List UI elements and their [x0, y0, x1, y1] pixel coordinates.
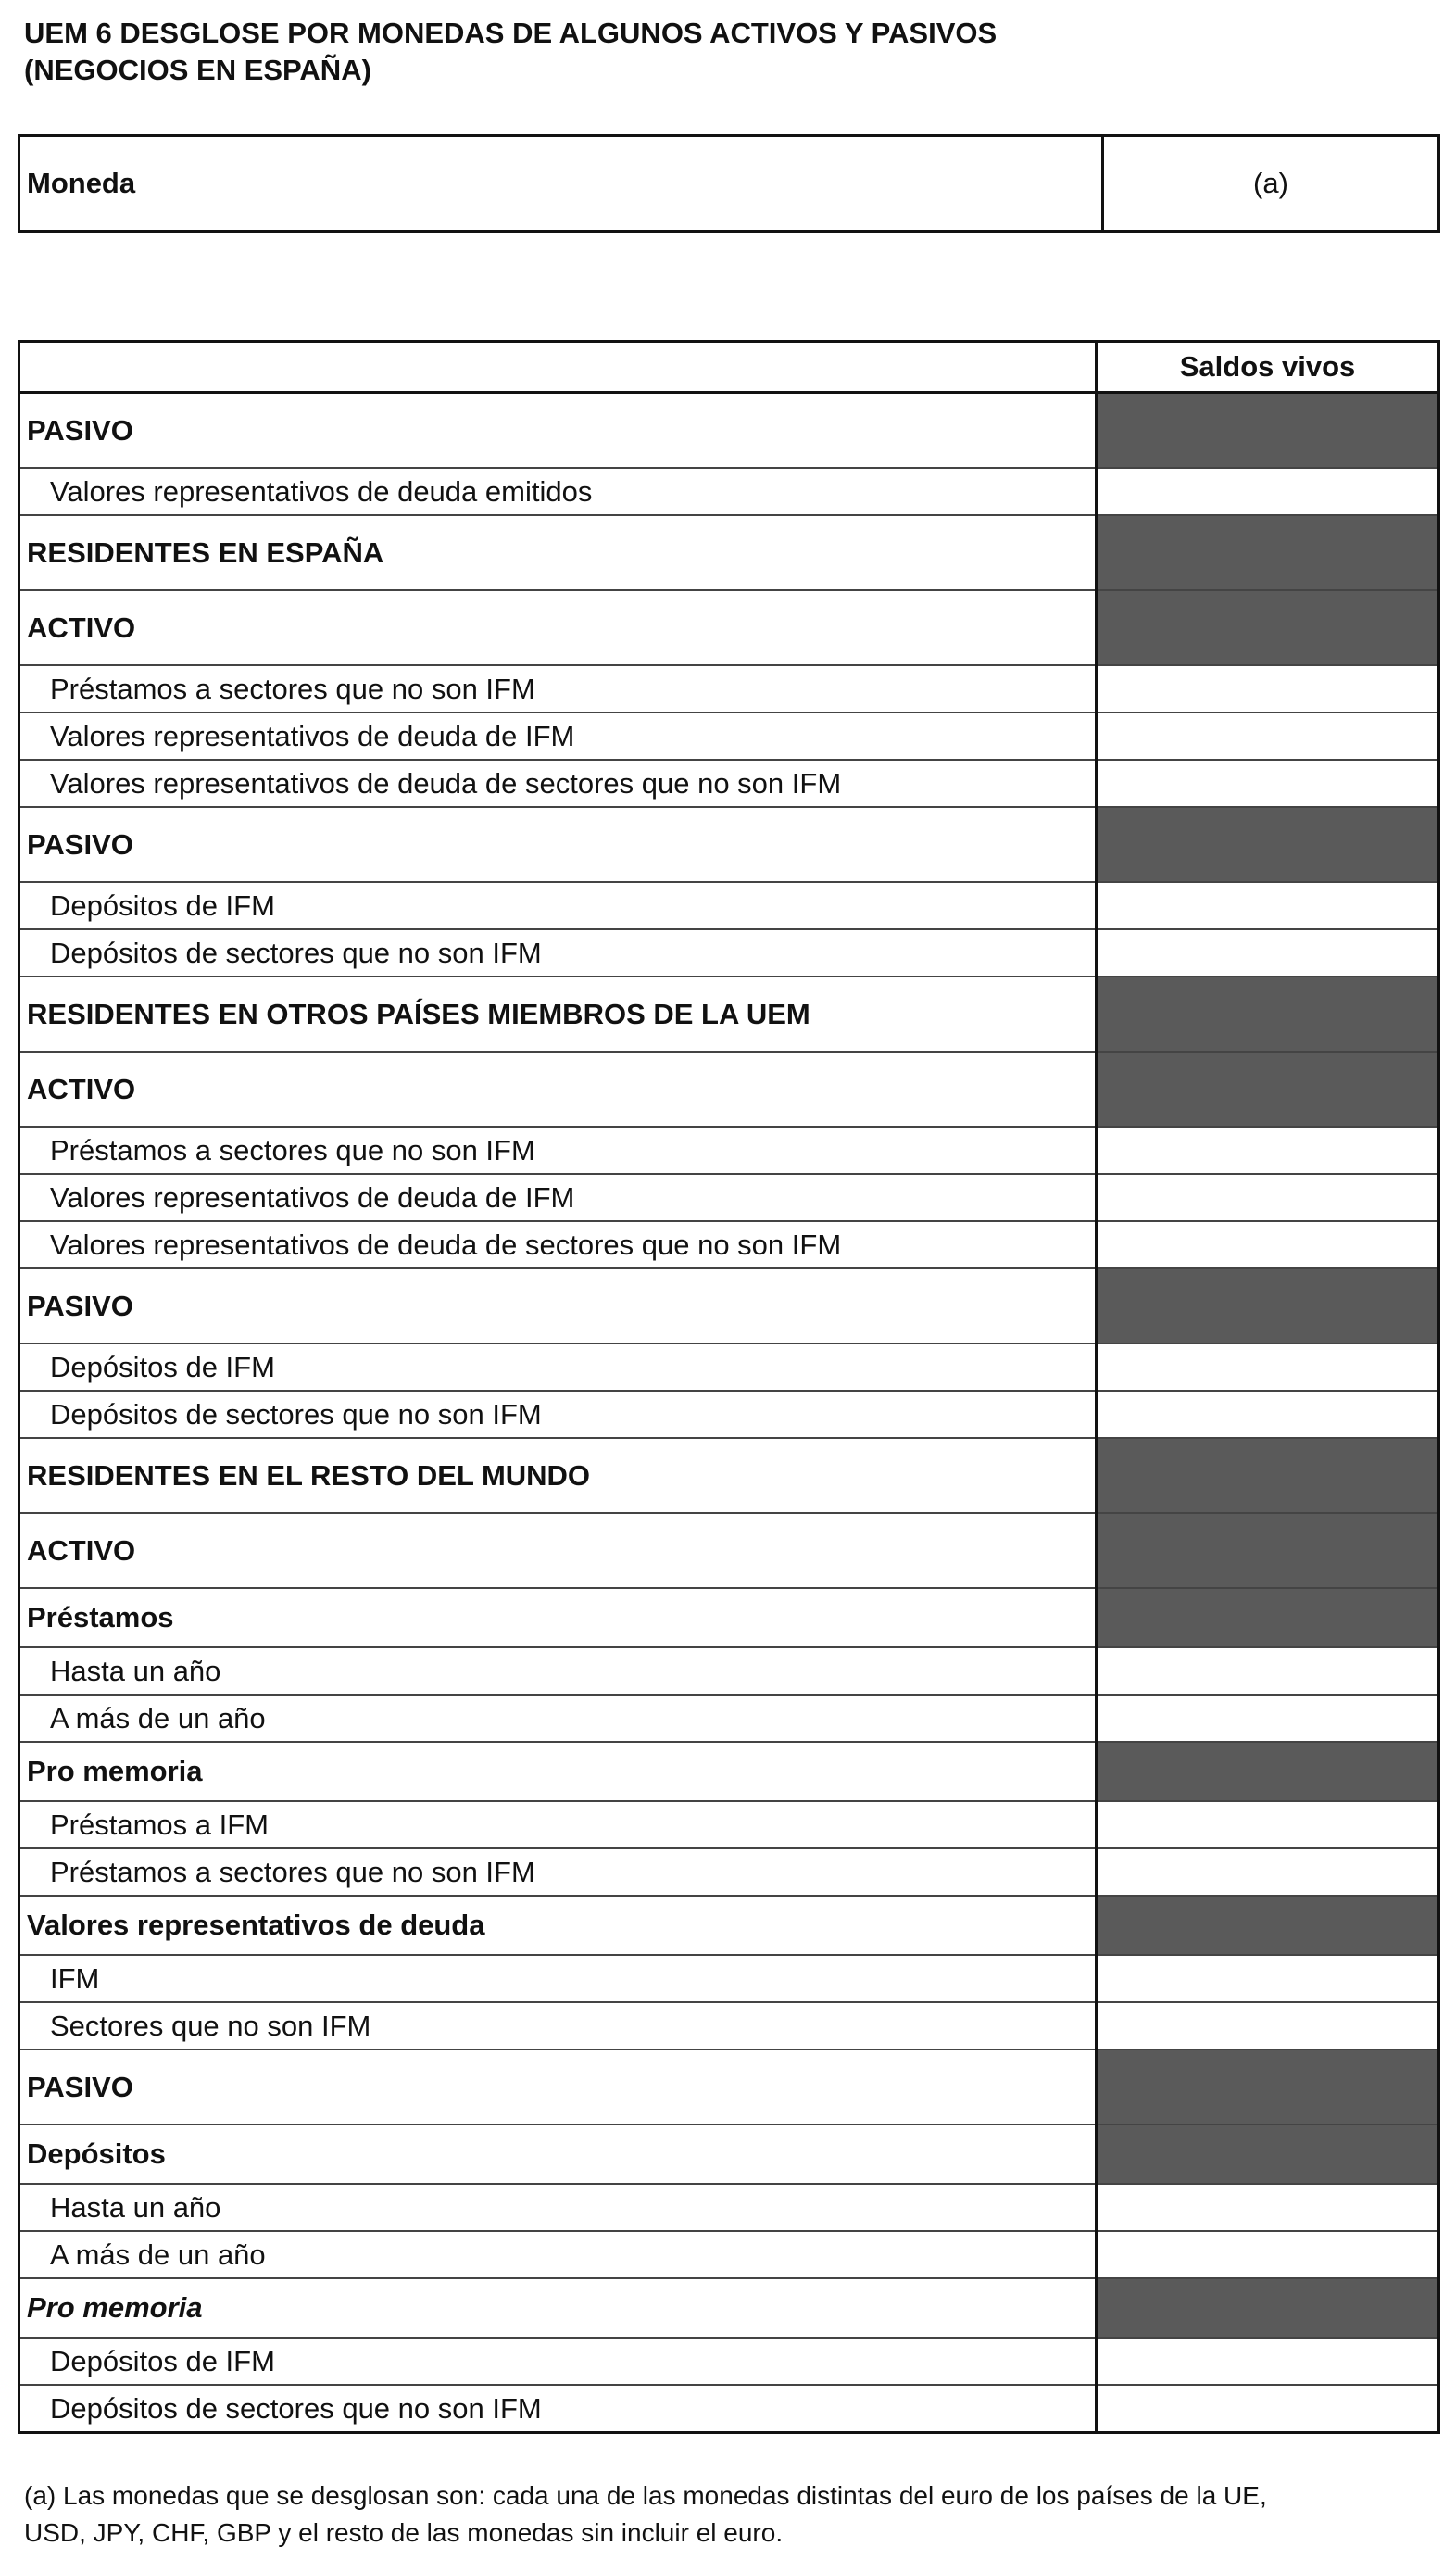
row-label: Depósitos de sectores que no son IFM [19, 2385, 1097, 2433]
row-value-shaded [1097, 515, 1439, 590]
row-label: Valores representativos de deuda de sectores que no son IFM [19, 760, 1097, 807]
table-row [19, 1647, 1439, 1695]
footnote [24, 2477, 1432, 2552]
table-row [19, 1268, 1439, 1343]
row-label: Depósitos de IFM [19, 882, 1097, 929]
row-value-cell[interactable] [1097, 1955, 1439, 2002]
row-label: RESIDENTES EN ESPAÑA [19, 515, 1097, 590]
table-header [19, 342, 1439, 393]
row-label: PASIVO [19, 807, 1097, 882]
row-label: ACTIVO [19, 1052, 1097, 1127]
row-value-cell[interactable] [1097, 1221, 1439, 1268]
row-value-shaded [1097, 2278, 1439, 2338]
table-row [19, 1955, 1439, 2002]
table-row [19, 1848, 1439, 1896]
row-label: Valores representativos de deuda de IFM [19, 1174, 1097, 1221]
row-value-cell[interactable] [1097, 712, 1439, 760]
title-line-2: (NEGOCIOS EN ESPAÑA) [24, 54, 371, 86]
row-label: Préstamos a sectores que no son IFM [19, 1127, 1097, 1174]
header-saldos-vivos: Saldos vivos [1097, 342, 1439, 393]
table-row [19, 712, 1439, 760]
row-label: RESIDENTES EN OTROS PAÍSES MIEMBROS DE LA UEM [19, 977, 1097, 1052]
row-value-shaded [1097, 1742, 1439, 1801]
row-value-cell[interactable] [1097, 2002, 1439, 2049]
row-value-cell[interactable] [1097, 665, 1439, 712]
row-value-cell[interactable] [1097, 468, 1439, 515]
currency-row [19, 136, 1439, 232]
row-label: Sectores que no son IFM [19, 2002, 1097, 2049]
row-value-cell[interactable] [1097, 1647, 1439, 1695]
table-row [19, 2338, 1439, 2385]
row-label: Préstamos a IFM [19, 1801, 1097, 1848]
footnote-line-2: USD, JPY, CHF, GBP y el resto de las monedas sin incluir el euro. [24, 2518, 784, 2547]
table-row [19, 1052, 1439, 1127]
table-row [19, 1513, 1439, 1588]
table-row [19, 2049, 1439, 2124]
row-value-shaded [1097, 590, 1439, 665]
row-value-cell[interactable] [1097, 1801, 1439, 1848]
table-row [19, 1127, 1439, 1174]
row-value-cell[interactable] [1097, 2385, 1439, 2433]
row-value-shaded [1097, 1052, 1439, 1127]
table-row [19, 1801, 1439, 1848]
currency-table [18, 134, 1440, 233]
balances-table [18, 340, 1440, 2434]
row-label: Valores representativos de deuda emitidos [19, 468, 1097, 515]
table-row [19, 1391, 1439, 1438]
row-label: Depósitos [19, 2124, 1097, 2184]
row-label: ACTIVO [19, 1513, 1097, 1588]
footnote-line-1: (a) Las monedas que se desglosan son: cada una de las monedas distintas del euro de los países de la UE, [24, 2481, 1267, 2510]
table-row [19, 807, 1439, 882]
header-blank [19, 342, 1097, 393]
row-value-shaded [1097, 807, 1439, 882]
row-label: Depósitos de sectores que no son IFM [19, 1391, 1097, 1438]
table-row [19, 2231, 1439, 2278]
row-label: Valores representativos de deuda de IFM [19, 712, 1097, 760]
table-row [19, 1343, 1439, 1391]
row-value-shaded [1097, 2049, 1439, 2124]
table-row [19, 468, 1439, 515]
row-label: Depósitos de IFM [19, 2338, 1097, 2385]
row-label: A más de un año [19, 1695, 1097, 1742]
row-value-shaded [1097, 393, 1439, 469]
row-value-shaded [1097, 977, 1439, 1052]
row-value-shaded [1097, 1896, 1439, 1955]
row-value-cell[interactable] [1097, 2231, 1439, 2278]
table-row [19, 515, 1439, 590]
table-row [19, 1221, 1439, 1268]
row-value-cell[interactable] [1097, 1391, 1439, 1438]
table-row [19, 393, 1439, 469]
row-value-cell[interactable] [1097, 2184, 1439, 2231]
row-label: ACTIVO [19, 590, 1097, 665]
row-label: Depósitos de sectores que no son IFM [19, 929, 1097, 977]
table-row [19, 760, 1439, 807]
row-label: Hasta un año [19, 2184, 1097, 2231]
row-label: Préstamos a sectores que no son IFM [19, 1848, 1097, 1896]
row-label: PASIVO [19, 2049, 1097, 2124]
table-row [19, 1174, 1439, 1221]
table-row [19, 2002, 1439, 2049]
currency-label: Moneda [19, 136, 1103, 232]
table-row [19, 1896, 1439, 1955]
row-label: RESIDENTES EN EL RESTO DEL MUNDO [19, 1438, 1097, 1513]
row-value-cell[interactable] [1097, 882, 1439, 929]
table-row [19, 2124, 1439, 2184]
row-label: IFM [19, 1955, 1097, 2002]
table-row [19, 882, 1439, 929]
row-label: Préstamos a sectores que no son IFM [19, 665, 1097, 712]
table-row [19, 2184, 1439, 2231]
table-row [19, 590, 1439, 665]
row-value-shaded [1097, 2124, 1439, 2184]
title-line-1: UEM 6 DESGLOSE POR MONEDAS DE ALGUNOS ACTIVOS Y PASIVOS [24, 17, 998, 49]
row-value-cell[interactable] [1097, 760, 1439, 807]
row-value-shaded [1097, 1438, 1439, 1513]
table-row [19, 2278, 1439, 2338]
row-value-cell[interactable] [1097, 929, 1439, 977]
row-label: A más de un año [19, 2231, 1097, 2278]
row-label: PASIVO [19, 393, 1097, 469]
row-value-cell[interactable] [1097, 1695, 1439, 1742]
row-value-cell[interactable] [1097, 1174, 1439, 1221]
table-row [19, 977, 1439, 1052]
row-value-shaded [1097, 1513, 1439, 1588]
row-value-cell[interactable] [1097, 1127, 1439, 1174]
table-row [19, 2385, 1439, 2433]
row-value-cell[interactable] [1097, 1848, 1439, 1896]
table-row [19, 1742, 1439, 1801]
table-row [19, 929, 1439, 977]
row-value-cell[interactable] [1097, 1343, 1439, 1391]
row-label: Pro memoria [19, 1742, 1097, 1801]
row-label: PASIVO [19, 1268, 1097, 1343]
row-label: Valores representativos de deuda de sectores que no son IFM [19, 1221, 1097, 1268]
page-title [24, 15, 1413, 89]
row-label: Hasta un año [19, 1647, 1097, 1695]
row-value-cell[interactable] [1097, 2338, 1439, 2385]
currency-value: (a) [1103, 136, 1439, 232]
table-row [19, 665, 1439, 712]
row-value-shaded [1097, 1268, 1439, 1343]
row-label: Préstamos [19, 1588, 1097, 1647]
row-label: Depósitos de IFM [19, 1343, 1097, 1391]
row-value-shaded [1097, 1588, 1439, 1647]
row-label: Pro memoria [19, 2278, 1097, 2338]
table-row [19, 1588, 1439, 1647]
table-row [19, 1695, 1439, 1742]
row-label: Valores representativos de deuda [19, 1896, 1097, 1955]
table-row [19, 1438, 1439, 1513]
